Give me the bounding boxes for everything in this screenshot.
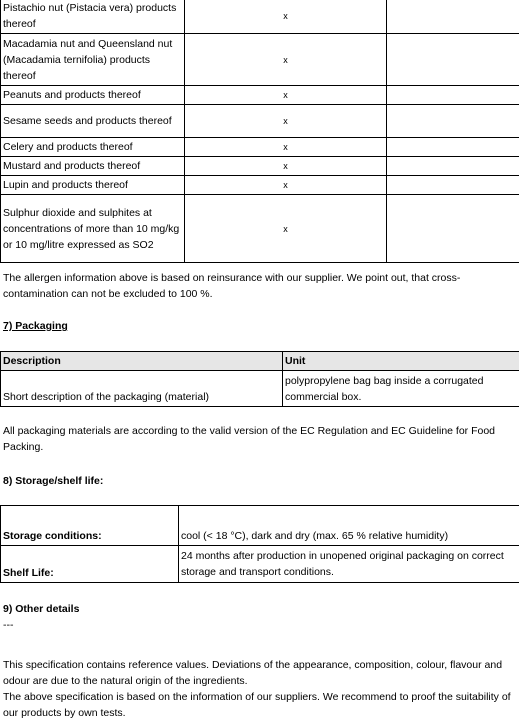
- allergen-name: Peanuts and products thereof: [1, 86, 185, 105]
- allergen-note: The allergen information above is based on reinsurance with our supplier. We point out, that cross-contamination can not be excluded to 100 %.: [3, 270, 515, 302]
- allergen-table: [0, 0, 519, 263]
- storage-conditions-value: cool (< 18 °C), dark and dry (max. 65 % relative humidity): [179, 506, 519, 546]
- section-heading-other: 9) Other details: [3, 601, 79, 617]
- allergen-mark: x: [185, 105, 387, 138]
- allergen-empty-cell: [387, 0, 519, 34]
- shelf-life-label: Shelf Life:: [1, 546, 179, 583]
- packaging-row-label: Short description of the packaging (material): [1, 371, 283, 407]
- allergen-empty-cell: [387, 34, 519, 86]
- allergen-name: Lupin and products thereof: [1, 176, 185, 195]
- allergen-row: [1, 34, 519, 86]
- allergen-empty-cell: [387, 157, 519, 176]
- packaging-table: [0, 351, 519, 407]
- allergen-mark: x: [185, 0, 387, 34]
- allergen-mark: x: [185, 176, 387, 195]
- paragraph-reference-values: This specification contains reference values. Deviations of the appearance, composition, colour, flavour and odour are due to the natural origin of the ingredients.: [3, 657, 515, 689]
- allergen-name: Sesame seeds and products thereof: [1, 105, 185, 138]
- allergen-mark: x: [185, 86, 387, 105]
- allergen-row: [1, 157, 519, 176]
- allergen-row: [1, 195, 519, 263]
- allergen-mark: x: [185, 138, 387, 157]
- packaging-row-value: polypropylene bag bag inside a corrugated commercial box.: [283, 371, 519, 407]
- allergen-empty-cell: [387, 195, 519, 263]
- storage-table: [0, 505, 519, 583]
- allergen-empty-cell: [387, 176, 519, 195]
- allergen-name: Mustard and products thereof: [1, 157, 185, 176]
- storage-conditions-label: Storage conditions:: [1, 506, 179, 546]
- allergen-row: [1, 86, 519, 105]
- allergen-row: [1, 138, 519, 157]
- allergen-empty-cell: [387, 86, 519, 105]
- paragraph-suitability: The above specification is based on the information of our suppliers. We recommend to proof the suitability of our products by own tests.: [3, 689, 515, 721]
- allergen-empty-cell: [387, 138, 519, 157]
- section-heading-packaging: 7) Packaging: [3, 318, 68, 334]
- allergen-name: Pistachio nut (Pistacia vera) products thereof: [1, 0, 185, 34]
- allergen-row: [1, 105, 519, 138]
- allergen-mark: x: [185, 195, 387, 263]
- other-details-dashes: ---: [3, 617, 14, 633]
- allergen-mark: x: [185, 34, 387, 86]
- allergen-name: Celery and products thereof: [1, 138, 185, 157]
- packaging-note: All packaging materials are according to the valid version of the EC Regulation and EC Guideline for Food Packing.: [3, 423, 517, 455]
- allergen-name: Macadamia nut and Queensland nut (Macadamia ternifolia) products thereof: [1, 34, 185, 86]
- section-heading-storage: 8) Storage/shelf life:: [3, 473, 103, 489]
- shelf-life-value: 24 months after production in unopened original packaging on correct storage and transport conditions.: [179, 546, 519, 583]
- allergen-row: [1, 0, 519, 34]
- allergen-mark: x: [185, 157, 387, 176]
- packaging-col-description: Description: [1, 352, 283, 371]
- allergen-row: [1, 176, 519, 195]
- packaging-col-unit: Unit: [283, 352, 519, 371]
- allergen-name: Sulphur dioxide and sulphites at concentrations of more than 10 mg/kg or 10 mg/litre expressed as SO2: [1, 195, 185, 263]
- allergen-empty-cell: [387, 105, 519, 138]
